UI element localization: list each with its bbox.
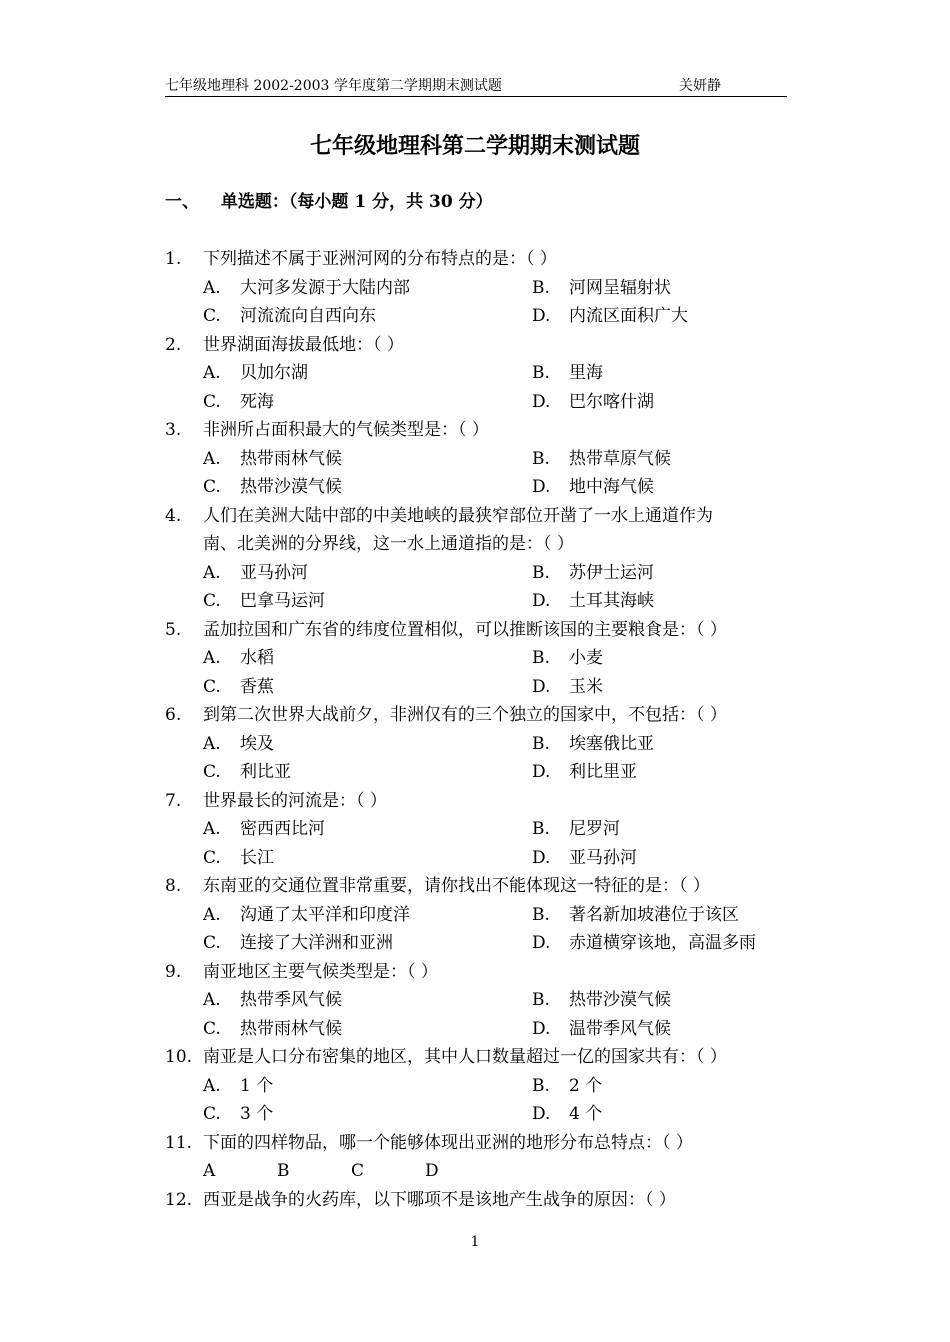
option-letter: B.: [532, 363, 550, 383]
option-text: 尼罗河: [569, 819, 620, 839]
options-row: [165, 901, 790, 930]
answer-option: [532, 274, 671, 303]
answer-option: [532, 1100, 602, 1129]
question-number: 2.: [165, 334, 182, 355]
option-text: 地中海气候: [569, 477, 654, 497]
question-number: 1.: [165, 249, 182, 269]
option-letter: C.: [203, 847, 221, 868]
page-title: 七年级地理科第二学期期末测试题: [309, 133, 640, 159]
options-row: [165, 359, 790, 388]
option-letter: A.: [203, 990, 221, 1010]
question-text: 南、北美洲的分界线，这一水上通道指的是：（ ）: [203, 534, 574, 554]
section-number: 一、: [165, 192, 199, 212]
answer-option: [532, 986, 671, 1015]
option-letter: A.: [203, 363, 221, 383]
question-line: [165, 787, 790, 816]
option-letter: D.: [532, 847, 551, 868]
question-number: 10.: [165, 1047, 193, 1067]
option-text: 著名新加坡港位于该区: [569, 904, 739, 925]
question-line: [165, 331, 790, 360]
answer-option: [532, 359, 603, 388]
answer-option: [203, 730, 274, 759]
header-author: 关妍静: [679, 78, 721, 94]
answer-option: [532, 473, 654, 502]
option-letter: B.: [532, 277, 550, 298]
question-number: 7.: [165, 790, 182, 811]
answer-option: [203, 1072, 273, 1101]
option-text: 长江: [240, 847, 274, 868]
option-text: 巴拿马运河: [240, 591, 325, 611]
question-line: [165, 502, 790, 531]
question-line: [165, 416, 790, 445]
question-line: [165, 958, 790, 987]
option-letter: D.: [532, 1104, 551, 1124]
option-text: 连接了大洋洲和亚洲: [240, 933, 393, 953]
question-list: [165, 245, 790, 1214]
option-text: 贝加尔湖: [240, 363, 308, 383]
answer-option: [203, 445, 342, 474]
answer-option: [203, 929, 393, 958]
options-row: [165, 559, 790, 588]
option-text: 2 个: [569, 1075, 603, 1096]
option-text: 4 个: [569, 1104, 603, 1124]
page-header: [165, 76, 787, 97]
option-text: 小麦: [569, 648, 603, 668]
question-text: 东南亚的交通位置非常重要，请你找出不能体现这一特征的是：（ ）: [203, 876, 710, 896]
answer-option: [532, 1072, 602, 1101]
option-letter: D.: [532, 306, 551, 326]
question-number: 6.: [165, 705, 182, 725]
option-letter: C.: [203, 591, 221, 611]
answer-option: [203, 587, 325, 616]
question-line: [165, 1129, 790, 1158]
option-text: 内流区面积广大: [569, 306, 688, 326]
section-heading: [165, 190, 493, 214]
question-text: 下面的四样物品，哪一个能够体现出亚洲的地形分布总特点：（ ）: [203, 1132, 693, 1153]
answer-option: [203, 388, 274, 417]
option-letter: B.: [532, 562, 550, 583]
option-letter: B.: [532, 1075, 550, 1096]
option-text: 巴尔喀什湖: [569, 391, 654, 412]
option-letter: A.: [203, 904, 221, 925]
option-letter: B.: [532, 448, 550, 469]
answer-option: [532, 644, 603, 673]
page-number: 1: [470, 1234, 480, 1250]
option-text: 密西西比河: [240, 819, 325, 839]
answer-option: [532, 730, 654, 759]
option-text: 土耳其海峡: [569, 591, 654, 611]
option-letter: D.: [532, 391, 551, 412]
option-letter: A.: [203, 1075, 221, 1096]
option-text: 香蕉: [240, 676, 274, 697]
option-text: 亚马孙河: [569, 847, 637, 868]
answer-option: [203, 1015, 342, 1044]
options-row: [165, 986, 790, 1015]
options-row: [165, 730, 790, 759]
option-letter: C: [351, 1161, 365, 1181]
option-text: 3 个: [240, 1104, 274, 1124]
option-text: 死海: [240, 391, 274, 412]
option-text: 河流流向自西向东: [240, 306, 376, 326]
option-text: 水稻: [240, 648, 274, 668]
option-text: 里海: [569, 363, 603, 383]
question-text: 世界湖面海拔最低地：（ ）: [203, 334, 404, 355]
option-letter: B: [277, 1161, 290, 1181]
option-text: 热带雨林气候: [240, 448, 342, 469]
question-line: [165, 872, 790, 901]
question-number: 12.: [165, 1189, 193, 1210]
answer-option: [532, 559, 654, 588]
answer-option: [532, 929, 756, 958]
answer-option: [532, 901, 739, 930]
options-row: [165, 1157, 790, 1186]
option-letter: A.: [203, 733, 221, 754]
options-row: [165, 758, 790, 787]
question-text: 到第二次世界大战前夕，非洲仅有的三个独立的国家中，不包括：（ ）: [203, 705, 727, 725]
option-text: 热带沙漠气候: [569, 990, 671, 1010]
option-text: 苏伊士运河: [569, 562, 654, 583]
answer-option: [532, 844, 637, 873]
option-letter: A.: [203, 562, 221, 583]
option-letter: D: [425, 1161, 439, 1181]
option-letter: C.: [203, 477, 221, 497]
answer-option: [203, 644, 274, 673]
header-exam-name: 七年级地理科 2002-2003 学年度第二学期期末测试题: [165, 78, 502, 94]
option-letter: D.: [532, 762, 551, 782]
answer-option: [203, 274, 410, 303]
answer-option: [203, 359, 308, 388]
question-number: 3.: [165, 420, 182, 440]
answer-option: [203, 815, 325, 844]
answer-option: [203, 1100, 273, 1129]
option-text: 利比亚: [240, 762, 291, 782]
option-text: 埃及: [240, 733, 274, 754]
question-line: [165, 530, 790, 559]
options-row: [165, 1072, 790, 1101]
option-letter: A.: [203, 448, 221, 469]
option-letter: B.: [532, 990, 550, 1010]
question-number: 11.: [165, 1132, 193, 1153]
answer-option: [203, 844, 274, 873]
answer-option: [203, 302, 376, 331]
option-letter: B.: [532, 648, 550, 668]
option-text: 热带沙漠气候: [240, 477, 342, 497]
answer-option: [532, 388, 654, 417]
options-row: [165, 644, 790, 673]
answer-option: [203, 901, 410, 930]
option-text: 热带雨林气候: [240, 1018, 342, 1039]
answer-option: [532, 1015, 671, 1044]
options-row: [165, 1015, 790, 1044]
option-text: 河网呈辐射状: [569, 277, 671, 298]
options-row: [165, 473, 790, 502]
options-row: [165, 844, 790, 873]
option-letter: C.: [203, 762, 221, 782]
options-row: [165, 274, 790, 303]
options-row: [165, 1100, 790, 1129]
question-text: 南亚是人口分布密集的地区，其中人口数量超过一亿的国家共有：（ ）: [203, 1047, 727, 1067]
answer-option: [532, 302, 688, 331]
answer-option: [532, 673, 603, 702]
section-text: 单选题：（每小题 1 分，共 30 分）: [220, 192, 493, 212]
option-letter: B.: [532, 819, 550, 839]
option-letter: D.: [532, 591, 551, 611]
question-line: [165, 1043, 790, 1072]
question-text: 非洲所占面积最大的气候类型是：（ ）: [203, 420, 489, 440]
answer-option: [203, 559, 308, 588]
option-text: 大河多发源于大陆内部: [240, 277, 410, 298]
answer-option: [203, 673, 274, 702]
options-row: [165, 929, 790, 958]
option-letter: C.: [203, 676, 221, 697]
question-number: 8.: [165, 876, 182, 896]
question-line: [165, 1186, 790, 1215]
options-row: [165, 815, 790, 844]
option-letter: D.: [532, 933, 551, 953]
question-text: 下列描述不属于亚洲河网的分布特点的是：（ ）: [203, 249, 557, 269]
option-letter: C.: [203, 933, 221, 953]
option-letter: C.: [203, 1018, 221, 1039]
question-line: [165, 245, 790, 274]
question-text: 人们在美洲大陆中部的中美地峡的最狭窄部位开凿了一水上通道作为: [203, 505, 713, 526]
options-row: [165, 673, 790, 702]
option-letter: C.: [203, 1104, 221, 1124]
option-letter: A.: [203, 648, 221, 668]
option-letter: C.: [203, 391, 221, 412]
option-letter: B.: [532, 733, 550, 754]
option-letter: D.: [532, 477, 551, 497]
answer-option: [532, 815, 620, 844]
option-text: 1 个: [240, 1075, 274, 1096]
question-line: [165, 701, 790, 730]
option-letter: A: [203, 1161, 216, 1181]
option-text: 利比里亚: [569, 762, 637, 782]
options-row: [165, 587, 790, 616]
question-number: 4.: [165, 505, 182, 526]
answer-option: [203, 986, 342, 1015]
option-letter: D.: [532, 1018, 551, 1039]
option-text: 赤道横穿该地，高温多雨: [569, 933, 756, 953]
question-number: 9.: [165, 961, 182, 982]
image-option-labels: [203, 1157, 499, 1186]
option-letter: A.: [203, 819, 221, 839]
answer-option: [532, 587, 654, 616]
answer-option: [203, 758, 291, 787]
question-number: 5.: [165, 619, 182, 640]
option-letter: C.: [203, 306, 221, 326]
option-letter: B.: [532, 904, 550, 925]
option-text: 玉米: [569, 676, 603, 697]
question-text: 孟加拉国和广东省的纬度位置相似，可以推断该国的主要粮食是：（ ）: [203, 619, 727, 640]
options-row: [165, 302, 790, 331]
option-text: 沟通了太平洋和印度洋: [240, 904, 410, 925]
answer-option: [532, 445, 671, 474]
question-text: 西亚是战争的火药库，以下哪项不是该地产生战争的原因：（ ）: [203, 1189, 676, 1210]
answer-option: [532, 758, 637, 787]
option-letter: D.: [532, 676, 551, 697]
question-text: 世界最长的河流是：（ ）: [203, 790, 387, 811]
option-text: 亚马孙河: [240, 562, 308, 583]
option-letter: A.: [203, 277, 221, 298]
answer-option: [203, 473, 342, 502]
option-text: 热带季风气候: [240, 990, 342, 1010]
options-row: [165, 445, 790, 474]
option-text: 热带草原气候: [569, 448, 671, 469]
option-text: 温带季风气候: [569, 1018, 671, 1039]
option-text: 埃塞俄比亚: [569, 733, 654, 754]
question-line: [165, 616, 790, 645]
question-text: 南亚地区主要气候类型是：（ ）: [203, 961, 438, 982]
options-row: [165, 388, 790, 417]
